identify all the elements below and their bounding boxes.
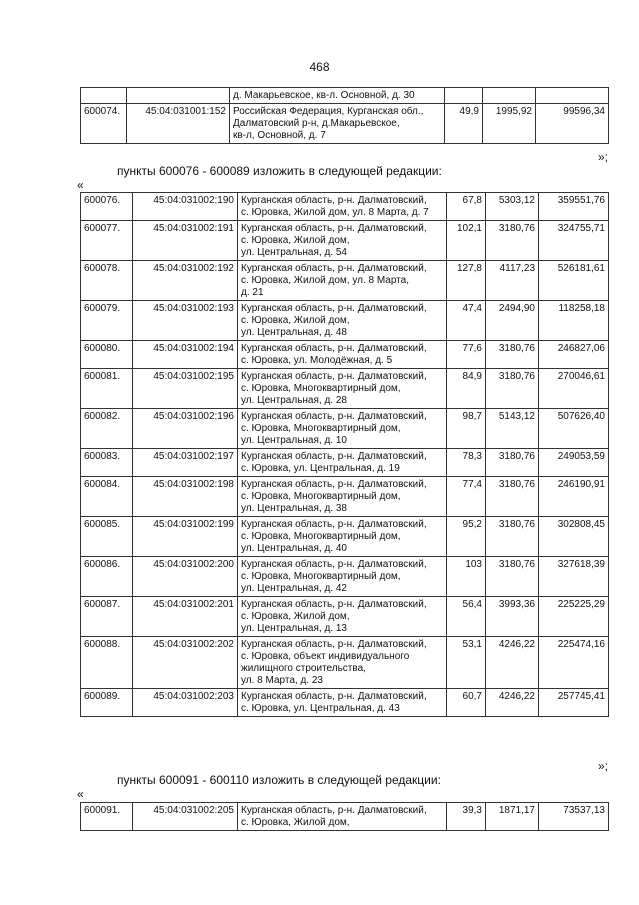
object-area-cell: 77,4 xyxy=(447,477,486,517)
address-line: Курганская область, р-н. Далматовский, xyxy=(241,343,427,354)
table-row xyxy=(81,341,609,369)
address-line: Курганская область, р-н. Далматовский, xyxy=(241,451,427,462)
address-line: Курганская область, р-н. Далматовский, xyxy=(241,303,427,314)
address-line: ул. Центральная, д. 42 xyxy=(241,583,347,594)
specific-cadastral-value-cell: 3180,76 xyxy=(486,449,539,477)
specific-cadastral-value-cell: 4246,22 xyxy=(486,637,539,689)
cadastral-value-cell: 225225,29 xyxy=(539,597,609,637)
specific-cadastral-value-cell: 3180,76 xyxy=(486,517,539,557)
object-address-cell xyxy=(238,557,447,597)
row-number-cell: 600077. xyxy=(81,221,133,261)
object-area-cell: 39,3 xyxy=(447,803,486,831)
object-area-cell: 102,1 xyxy=(447,221,486,261)
address-line: с. Юровка, ул. Центральная, д. 19 xyxy=(241,463,400,474)
object-area-cell: 53,1 xyxy=(447,637,486,689)
row-number-cell: 600085. xyxy=(81,517,133,557)
object-area-cell: 84,9 xyxy=(447,369,486,409)
cadastral-number-cell: 45:04:031002:200 xyxy=(133,557,238,597)
specific-cadastral-value-cell: 3180,76 xyxy=(486,369,539,409)
specific-cadastral-value-cell: 1871,17 xyxy=(486,803,539,831)
object-address-cell xyxy=(238,221,447,261)
cadastral-value-cell: 359551,76 xyxy=(539,193,609,221)
row-number-cell xyxy=(81,88,127,104)
specific-cadastral-value-cell: 5143,12 xyxy=(486,409,539,449)
table-row xyxy=(81,637,609,689)
address-line: ул. Центральная, д. 38 xyxy=(241,503,347,514)
row-number-cell: 600081. xyxy=(81,369,133,409)
row-number-cell: 600084. xyxy=(81,477,133,517)
object-area-cell: 47,4 xyxy=(447,301,486,341)
object-address-cell xyxy=(238,689,447,717)
cadastral-value-cell: 249053,59 xyxy=(539,449,609,477)
object-address-cell xyxy=(238,193,447,221)
row-number-cell: 600087. xyxy=(81,597,133,637)
cadastral-number-cell: 45:04:031002:195 xyxy=(133,369,238,409)
object-address-cell xyxy=(230,88,445,104)
object-area-cell: 95,2 xyxy=(447,517,486,557)
row-number-cell: 600079. xyxy=(81,301,133,341)
object-area-cell: 67,8 xyxy=(447,193,486,221)
object-address-cell xyxy=(238,637,447,689)
address-line: с. Юровка, Жилой дом, xyxy=(241,611,350,622)
specific-cadastral-value-cell: 3993,36 xyxy=(486,597,539,637)
cadastral-value-cell: 246827,06 xyxy=(539,341,609,369)
address-line: с. Юровка, Жилой дом, ул. 8 Марта, д. 7 xyxy=(241,207,429,218)
cadastral-number-cell: 45:04:031002:191 xyxy=(133,221,238,261)
cadastral-value-cell: 526181,61 xyxy=(539,261,609,301)
amendment-instruction-2: пункты 600091 - 600110 изложить в следующей редакции: xyxy=(117,773,441,787)
row-number-cell: 600078. xyxy=(81,261,133,301)
object-address-cell xyxy=(238,517,447,557)
object-area-cell: 103 xyxy=(447,557,486,597)
registry-table-bottom xyxy=(80,802,609,831)
address-line: ул. Центральная, д. 28 xyxy=(241,395,347,406)
cadastral-number-cell: 45:04:031002:198 xyxy=(133,477,238,517)
cadastral-number-cell: 45:04:031002:190 xyxy=(133,193,238,221)
address-line: с. Юровка, Жилой дом, xyxy=(241,817,350,828)
object-area-cell: 78,3 xyxy=(447,449,486,477)
opening-quote-1: « xyxy=(77,178,84,192)
row-number-cell: 600091. xyxy=(81,803,133,831)
address-line: Курганская область, р-н. Далматовский, xyxy=(241,263,427,274)
cadastral-value-cell: 73537,13 xyxy=(539,803,609,831)
object-address-cell xyxy=(238,477,447,517)
cadastral-number-cell: 45:04:031002:196 xyxy=(133,409,238,449)
address-line: кв-л, Основной, д. 7 xyxy=(233,130,326,141)
table-row xyxy=(81,517,609,557)
cadastral-value-cell xyxy=(536,88,609,104)
table-row xyxy=(81,104,609,144)
specific-cadastral-value-cell: 4117,23 xyxy=(486,261,539,301)
amendment-instruction-1: пункты 600076 - 600089 изложить в следующей редакции: xyxy=(117,164,442,178)
object-area-cell: 49,9 xyxy=(445,104,483,144)
address-line: Курганская область, р-н. Далматовский, xyxy=(241,195,427,206)
address-line: Курганская область, р-н. Далматовский, xyxy=(241,599,427,610)
cadastral-number-cell: 45:04:031002:193 xyxy=(133,301,238,341)
address-line: д. Макарьевское, кв-л. Основной, д. 30 xyxy=(233,90,415,101)
address-line: ул. Центральная, д. 48 xyxy=(241,327,347,338)
address-line: с. Юровка, Многоквартирный дом, xyxy=(241,383,401,394)
address-line: Курганская область, р-н. Далматовский, xyxy=(241,519,427,530)
object-address-cell xyxy=(238,261,447,301)
specific-cadastral-value-cell xyxy=(483,88,536,104)
cadastral-value-cell: 257745,41 xyxy=(539,689,609,717)
object-address-cell xyxy=(238,369,447,409)
specific-cadastral-value-cell: 5303,12 xyxy=(486,193,539,221)
table-row xyxy=(81,261,609,301)
address-line: с. Юровка, ул. Молодёжная, д. 5 xyxy=(241,355,393,366)
table-row xyxy=(81,449,609,477)
cadastral-number-cell: 45:04:031002:197 xyxy=(133,449,238,477)
cadastral-value-cell: 302808,45 xyxy=(539,517,609,557)
object-area-cell: 98,7 xyxy=(447,409,486,449)
cadastral-number-cell: 45:04:031002:194 xyxy=(133,341,238,369)
row-number-cell: 600074. xyxy=(81,104,127,144)
object-area-cell: 60,7 xyxy=(447,689,486,717)
table-row xyxy=(81,88,609,104)
cadastral-number-cell: 45:04:031002:202 xyxy=(133,637,238,689)
address-line: Курганская область, р-н. Далматовский, xyxy=(241,411,427,422)
cadastral-number-cell: 45:04:031002:199 xyxy=(133,517,238,557)
address-line: Далматовский р-н, д.Макарьевское, xyxy=(233,118,400,129)
address-line: с. Юровка, ул. Центральная, д. 43 xyxy=(241,703,400,714)
specific-cadastral-value-cell: 1995,92 xyxy=(483,104,536,144)
object-address-cell xyxy=(238,341,447,369)
cadastral-value-cell: 246190,91 xyxy=(539,477,609,517)
cadastral-value-cell: 324755,71 xyxy=(539,221,609,261)
object-address-cell xyxy=(238,409,447,449)
registry-table-top xyxy=(80,87,609,144)
address-line: с. Юровка, объект индивидуального xyxy=(241,651,410,662)
closing-quote-2: »; xyxy=(597,759,608,773)
table-row xyxy=(81,557,609,597)
object-area-cell: 127,8 xyxy=(447,261,486,301)
address-line: ул. Центральная, д. 13 xyxy=(241,623,347,634)
object-area-cell: 56,4 xyxy=(447,597,486,637)
address-line: Курганская область, р-н. Далматовский, xyxy=(241,223,427,234)
address-line: с. Юровка, Жилой дом, xyxy=(241,315,350,326)
specific-cadastral-value-cell: 3180,76 xyxy=(486,221,539,261)
object-area-cell: 77,6 xyxy=(447,341,486,369)
cadastral-value-cell: 118258,18 xyxy=(539,301,609,341)
cadastral-value-cell: 99596,34 xyxy=(536,104,609,144)
address-line: д. 21 xyxy=(241,287,264,298)
cadastral-value-cell: 507626,40 xyxy=(539,409,609,449)
row-number-cell: 600086. xyxy=(81,557,133,597)
address-line: ул. 8 Марта, д. 23 xyxy=(241,675,323,686)
closing-quote-1: »; xyxy=(597,150,608,164)
object-address-cell xyxy=(238,803,447,831)
address-line: ул. Центральная, д. 40 xyxy=(241,543,347,554)
registry-table-main xyxy=(80,192,609,717)
row-number-cell: 600088. xyxy=(81,637,133,689)
object-area-cell xyxy=(445,88,483,104)
table-row xyxy=(81,221,609,261)
address-line: Курганская область, р-н. Далматовский, xyxy=(241,805,427,816)
row-number-cell: 600089. xyxy=(81,689,133,717)
row-number-cell: 600083. xyxy=(81,449,133,477)
object-address-cell xyxy=(230,104,445,144)
cadastral-number-cell: 45:04:031002:203 xyxy=(133,689,238,717)
address-line: Курганская область, р-н. Далматовский, xyxy=(241,691,427,702)
row-number-cell: 600080. xyxy=(81,341,133,369)
table-row xyxy=(81,689,609,717)
address-line: Курганская область, р-н. Далматовский, xyxy=(241,639,427,650)
cadastral-value-cell: 270046,61 xyxy=(539,369,609,409)
cadastral-number-cell: 45:04:031002:192 xyxy=(133,261,238,301)
specific-cadastral-value-cell: 3180,76 xyxy=(486,557,539,597)
table-row xyxy=(81,409,609,449)
address-line: с. Юровка, Жилой дом, ул. 8 Марта, xyxy=(241,275,409,286)
table-row xyxy=(81,803,609,831)
address-line: жилищного строительства, xyxy=(241,663,366,674)
address-line: Курганская область, р-н. Далматовский, xyxy=(241,479,427,490)
opening-quote-2: « xyxy=(77,787,84,801)
address-line: Российская Федерация, Курганская обл., xyxy=(233,106,424,117)
table-row xyxy=(81,301,609,341)
address-line: ул. Центральная, д. 54 xyxy=(241,247,347,258)
address-line: Курганская область, р-н. Далматовский, xyxy=(241,371,427,382)
table-row xyxy=(81,193,609,221)
row-number-cell: 600082. xyxy=(81,409,133,449)
row-number-cell: 600076. xyxy=(81,193,133,221)
table-row xyxy=(81,369,609,409)
specific-cadastral-value-cell: 4246,22 xyxy=(486,689,539,717)
cadastral-number-cell xyxy=(127,88,230,104)
cadastral-number-cell: 45:04:031001:152 xyxy=(127,104,230,144)
table-row xyxy=(81,477,609,517)
cadastral-number-cell: 45:04:031002:201 xyxy=(133,597,238,637)
object-address-cell xyxy=(238,449,447,477)
cadastral-number-cell: 45:04:031002:205 xyxy=(133,803,238,831)
cadastral-value-cell: 327618,39 xyxy=(539,557,609,597)
object-address-cell xyxy=(238,301,447,341)
specific-cadastral-value-cell: 3180,76 xyxy=(486,477,539,517)
address-line: ул. Центральная, д. 10 xyxy=(241,435,347,446)
address-line: с. Юровка, Многоквартирный дом, xyxy=(241,531,401,542)
object-address-cell xyxy=(238,597,447,637)
address-line: с. Юровка, Многоквартирный дом, xyxy=(241,491,401,502)
cadastral-value-cell: 225474,16 xyxy=(539,637,609,689)
page-number: 468 xyxy=(309,60,330,74)
address-line: Курганская область, р-н. Далматовский, xyxy=(241,559,427,570)
specific-cadastral-value-cell: 3180,76 xyxy=(486,341,539,369)
address-line: с. Юровка, Многоквартирный дом, xyxy=(241,423,401,434)
table-row xyxy=(81,597,609,637)
address-line: с. Юровка, Жилой дом, xyxy=(241,235,350,246)
address-line: с. Юровка, Многоквартирный дом, xyxy=(241,571,401,582)
specific-cadastral-value-cell: 2494,90 xyxy=(486,301,539,341)
